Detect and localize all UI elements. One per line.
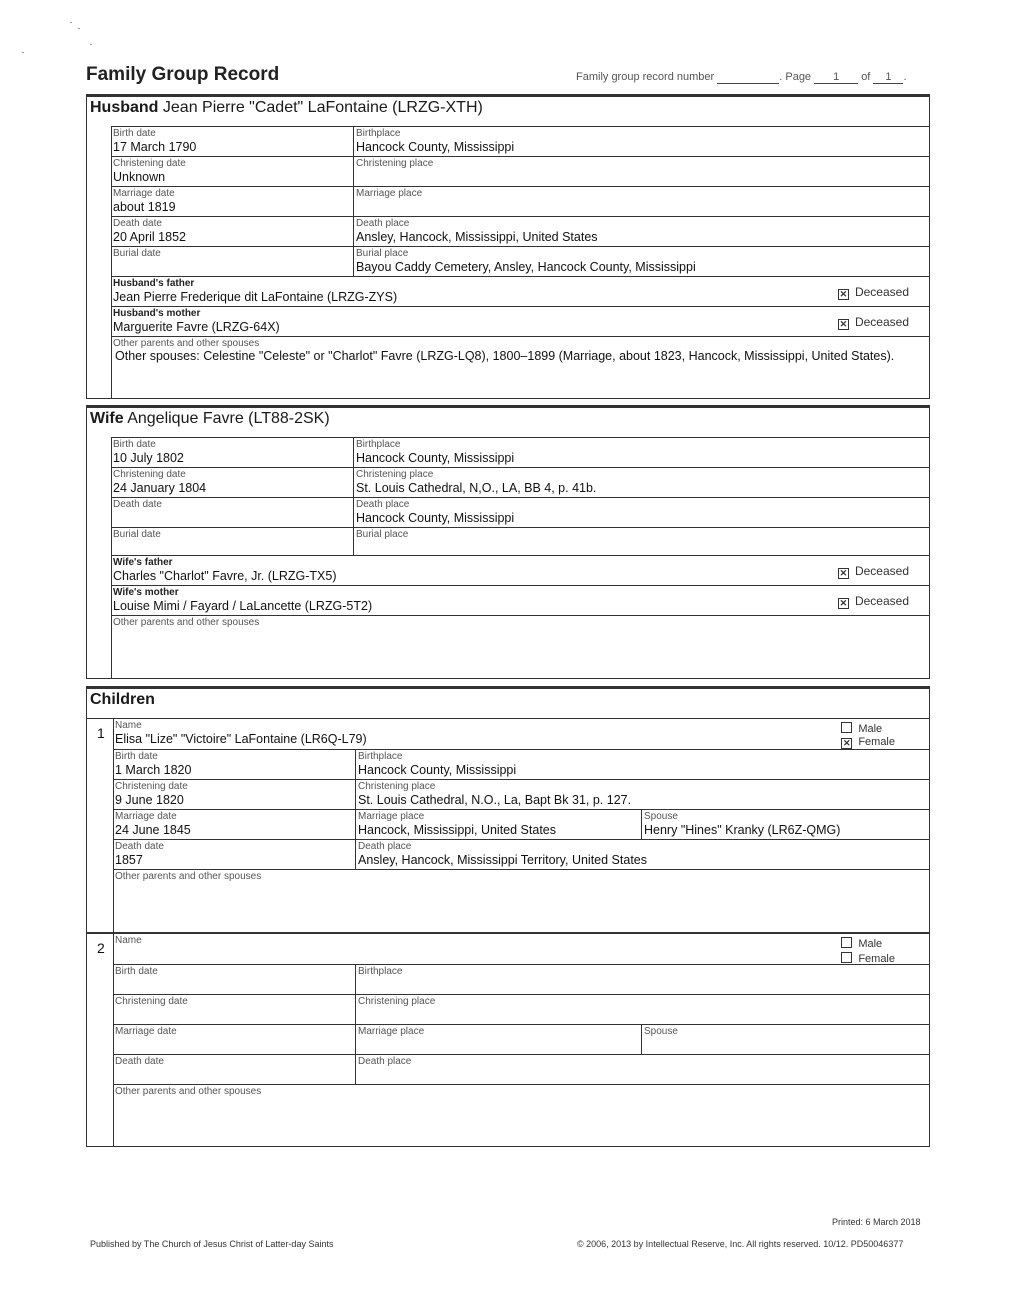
- husband-marriage-date[interactable]: [111, 186, 353, 216]
- record-number-line: Family group record number . Page 1 of 1 .: [576, 71, 907, 83]
- copyright-note: © 2006, 2013 by Intellectual Reserve, Inc. All rights reserved. 10/12. PD50046377: [577, 1239, 904, 1249]
- value-other-spouses: Other spouses: Celestine "Celeste" or "Charlot" Favre (LRZG-LQ8), 1800–1899 (Marriage, about 1823, Hancock, Mississippi, United States).: [115, 349, 895, 363]
- page-number: 1: [814, 71, 858, 84]
- child-1-christening-date[interactable]: [113, 779, 355, 809]
- page-label: Page: [785, 71, 812, 83]
- label-wife-mother: Wife's mother: [113, 587, 179, 598]
- scan-speck: [22, 52, 24, 53]
- children-section-rule: [87, 687, 929, 689]
- label-burial-place: Burial place: [356, 248, 409, 259]
- child-2-marriage-date[interactable]: [113, 1024, 355, 1054]
- value-christening-date: 24 January 1804: [113, 481, 207, 495]
- label-death-date: Death date: [115, 841, 164, 852]
- wife-burial-date[interactable]: [111, 527, 353, 555]
- label-birth-date: Birth date: [113, 128, 156, 139]
- female-label: Female: [858, 736, 895, 748]
- publisher-note: Published by The Church of Jesus Christ of Latter-day Saints: [90, 1239, 334, 1249]
- children-heading: Children: [90, 691, 155, 708]
- child-2-marriage-place[interactable]: [355, 1024, 641, 1054]
- value-spouse: Henry "Hines" Kranky (LR6Z-QMG): [644, 823, 841, 837]
- value-death-place: Ansley, Hancock, Mississippi, United States: [356, 230, 598, 244]
- page-total: 1: [873, 71, 903, 84]
- child-1-gender[interactable]: [841, 721, 895, 749]
- value-birth-date: 1 March 1820: [115, 763, 192, 777]
- value-christening-place: St. Louis Cathedral, N,O., LA, BB 4, p. 41b.: [356, 481, 597, 495]
- value-child-name: Elisa "Lize" "Victoire" LaFontaine (LR6Q-L79): [115, 732, 367, 746]
- wife-father[interactable]: [111, 555, 929, 585]
- label-death-date: Death date: [113, 499, 162, 510]
- checked-box-icon: ✕: [843, 738, 851, 748]
- value-wife-mother: Louise Mimi / Fayard / LaLancette (LRZG-5T2): [113, 599, 373, 613]
- value-death-place: Ansley, Hancock, Mississippi Territory, United States: [358, 853, 647, 867]
- label-marriage-date: Marriage date: [113, 188, 175, 199]
- label-wife-father: Wife's father: [113, 557, 173, 568]
- value-birthplace: Hancock County, Mississippi: [358, 763, 517, 777]
- label-other-parents: Other parents and other spouses: [113, 617, 260, 628]
- husband-death-place[interactable]: [353, 216, 929, 246]
- label-christening-place: Christening place: [358, 781, 436, 792]
- value-birthplace: Hancock County, Mississippi: [356, 140, 515, 154]
- label-birthplace: Birthplace: [358, 751, 403, 762]
- label-birthplace: Birthplace: [358, 966, 403, 977]
- record-number-label: Family group record number: [576, 71, 715, 83]
- wife-birthplace[interactable]: [353, 437, 929, 467]
- label-name: Name: [115, 720, 142, 731]
- wife-christening-date[interactable]: [111, 467, 353, 497]
- child-1-other-spouses[interactable]: [113, 869, 929, 933]
- wife-other-spouses[interactable]: [111, 615, 929, 678]
- label-other-parents: Other parents and other spouses: [115, 1086, 262, 1097]
- deceased-label: Deceased: [854, 285, 909, 299]
- label-burial-place: Burial place: [356, 529, 409, 540]
- deceased-label: Deceased: [854, 594, 909, 608]
- husband-birthplace[interactable]: [353, 126, 929, 156]
- husband-burial-place[interactable]: [353, 246, 929, 276]
- checked-box-icon: ✕: [839, 598, 848, 608]
- child-1-birthplace[interactable]: [355, 749, 929, 779]
- husband-heading: Husband: [90, 99, 159, 116]
- wife-christening-place[interactable]: [353, 467, 929, 497]
- label-name: Name: [115, 935, 142, 946]
- child-1-death-date[interactable]: [113, 839, 355, 869]
- child-1: [87, 718, 929, 932]
- husband-father[interactable]: [111, 276, 929, 306]
- child-1-marriage-date[interactable]: [113, 809, 355, 839]
- male-label: Male: [858, 938, 883, 950]
- male-label: Male: [858, 723, 883, 735]
- label-christening-place: Christening place: [358, 996, 436, 1007]
- deceased-label: Deceased: [854, 315, 909, 329]
- wife-section: [86, 405, 930, 679]
- child-2: [87, 932, 929, 1146]
- wife-heading-row: [90, 410, 330, 428]
- checked-box-icon: ✕: [839, 289, 848, 299]
- child-2-gender[interactable]: [841, 936, 895, 966]
- label-death-date: Death date: [113, 218, 162, 229]
- checked-box-icon: ✕: [839, 319, 848, 329]
- unchecked-box-icon: [841, 937, 852, 948]
- child-2-birth-date[interactable]: [113, 964, 355, 994]
- child-1-death-place[interactable]: [355, 839, 929, 869]
- female-label: Female: [858, 953, 895, 965]
- label-marriage-place: Marriage place: [358, 1026, 425, 1037]
- label-marriage-place: Marriage place: [358, 811, 425, 822]
- gender-male-option[interactable]: [841, 723, 882, 735]
- child-2-birthplace[interactable]: [355, 964, 929, 994]
- scan-speck: [90, 44, 92, 45]
- child-2-christening-place[interactable]: [355, 994, 929, 1024]
- husband-other-spouses[interactable]: [111, 336, 929, 398]
- child-number: 2: [97, 940, 105, 956]
- wife-section-rule: [87, 406, 929, 408]
- husband-section-rule: [87, 95, 929, 97]
- child-1-christening-place[interactable]: [355, 779, 929, 809]
- child-1-spouse[interactable]: [641, 809, 929, 839]
- value-burial-place: Bayou Caddy Cemetery, Ansley, Hancock County, Mississippi: [356, 260, 696, 274]
- wife-heading: Wife: [90, 410, 124, 427]
- husband-burial-date[interactable]: [111, 246, 353, 276]
- husband-name: Jean Pierre "Cadet" LaFontaine (LRZG-XTH): [162, 99, 483, 116]
- label-christening-date: Christening date: [113, 469, 186, 480]
- husband-mother-deceased[interactable]: [838, 315, 909, 329]
- children-section: [86, 686, 930, 1147]
- wife-death-place[interactable]: [353, 497, 929, 527]
- child-1-name[interactable]: [113, 719, 929, 749]
- husband-father-deceased[interactable]: [838, 285, 909, 299]
- child-2-death-date[interactable]: [113, 1054, 355, 1084]
- wife-father-deceased[interactable]: [838, 564, 909, 578]
- value-birthplace: Hancock County, Mississippi: [356, 451, 515, 465]
- husband-death-date[interactable]: [111, 216, 353, 246]
- label-death-date: Death date: [115, 1056, 164, 1067]
- wife-mother-deceased[interactable]: [838, 594, 909, 608]
- wife-burial-place[interactable]: [353, 527, 929, 555]
- value-marriage-place: Hancock, Mississippi, United States: [358, 823, 556, 837]
- wife-name: Angelique Favre (LT88-2SK): [127, 410, 330, 427]
- value-christening-date: 9 June 1820: [115, 793, 184, 807]
- label-death-place: Death place: [356, 499, 410, 510]
- label-birthplace: Birthplace: [356, 439, 401, 450]
- scan-speck: [70, 22, 72, 23]
- husband-marriage-place[interactable]: [353, 186, 929, 216]
- unchecked-box-icon: [841, 722, 852, 733]
- label-christening-place: Christening place: [356, 469, 434, 480]
- label-spouse: Spouse: [644, 1026, 678, 1037]
- checked-box-icon: ✕: [839, 568, 848, 578]
- value-death-date: 1857: [115, 853, 143, 867]
- printed-date: Printed: 6 March 2018: [832, 1217, 921, 1227]
- value-death-place: Hancock County, Mississippi: [356, 511, 515, 525]
- of-label: of: [861, 71, 871, 83]
- label-husband-father: Husband's father: [113, 278, 195, 289]
- label-christening-date: Christening date: [115, 996, 188, 1007]
- label-christening-place: Christening place: [356, 158, 434, 169]
- value-birth-date: 10 July 1802: [113, 451, 184, 465]
- husband-christening-place[interactable]: [353, 156, 929, 186]
- label-death-place: Death place: [356, 218, 410, 229]
- value-death-date: 20 April 1852: [113, 230, 186, 244]
- wife-death-date[interactable]: [111, 497, 353, 527]
- gender-male-option[interactable]: [841, 938, 882, 950]
- value-birth-date: 17 March 1790: [113, 140, 197, 154]
- value-marriage-date: about 1819: [113, 200, 176, 214]
- label-birthplace: Birthplace: [356, 128, 401, 139]
- husband-birth-date[interactable]: [111, 126, 353, 156]
- scan-speck: [78, 28, 80, 29]
- deceased-label: Deceased: [854, 564, 909, 578]
- husband-christening-date[interactable]: [111, 156, 353, 186]
- label-death-place: Death place: [358, 841, 412, 852]
- children-heading-row: [90, 691, 155, 709]
- value-christening-place: St. Louis Cathedral, N.O., La, Bapt Bk 31, p. 127.: [358, 793, 632, 807]
- child-1-birth-date[interactable]: [113, 749, 355, 779]
- label-husband-mother: Husband's mother: [113, 308, 201, 319]
- child-2-spouse[interactable]: [641, 1024, 929, 1054]
- label-birth-date: Birth date: [115, 751, 158, 762]
- wife-birth-date[interactable]: [111, 437, 353, 467]
- child-2-name[interactable]: [113, 934, 929, 964]
- unchecked-box-icon: [841, 952, 852, 963]
- label-birth-date: Birth date: [115, 966, 158, 977]
- child-2-christening-date[interactable]: [113, 994, 355, 1024]
- gender-female-option[interactable]: [841, 736, 895, 748]
- form-title: Family Group Record: [86, 64, 280, 85]
- record-number-field[interactable]: [717, 71, 779, 84]
- value-christening-date: Unknown: [113, 170, 166, 184]
- label-other-parents: Other parents and other spouses: [113, 338, 260, 349]
- value-marriage-date: 24 June 1845: [115, 823, 191, 837]
- label-death-place: Death place: [358, 1056, 412, 1067]
- label-burial-date: Burial date: [113, 529, 161, 540]
- label-spouse: Spouse: [644, 811, 678, 822]
- value-wife-father: Charles "Charlot" Favre, Jr. (LRZG-TX5): [113, 569, 337, 583]
- child-number: 1: [97, 725, 105, 741]
- wife-mother[interactable]: [111, 585, 929, 615]
- child-2-other-spouses[interactable]: [113, 1084, 929, 1146]
- husband-mother[interactable]: [111, 306, 929, 336]
- child-1-marriage-place[interactable]: [355, 809, 641, 839]
- husband-heading-row: [90, 99, 483, 117]
- label-marriage-date: Marriage date: [115, 811, 177, 822]
- label-other-parents: Other parents and other spouses: [115, 871, 262, 882]
- label-birth-date: Birth date: [113, 439, 156, 450]
- value-husband-father: Jean Pierre Frederique dit LaFontaine (LRZG-ZYS): [113, 290, 398, 304]
- value-husband-mother: Marguerite Favre (LRZG-64X): [113, 320, 280, 334]
- husband-section: [86, 94, 930, 399]
- label-marriage-place: Marriage place: [356, 188, 423, 199]
- child-2-death-place[interactable]: [355, 1054, 929, 1084]
- label-marriage-date: Marriage date: [115, 1026, 177, 1037]
- label-christening-date: Christening date: [115, 781, 188, 792]
- label-burial-date: Burial date: [113, 248, 161, 259]
- label-christening-date: Christening date: [113, 158, 186, 169]
